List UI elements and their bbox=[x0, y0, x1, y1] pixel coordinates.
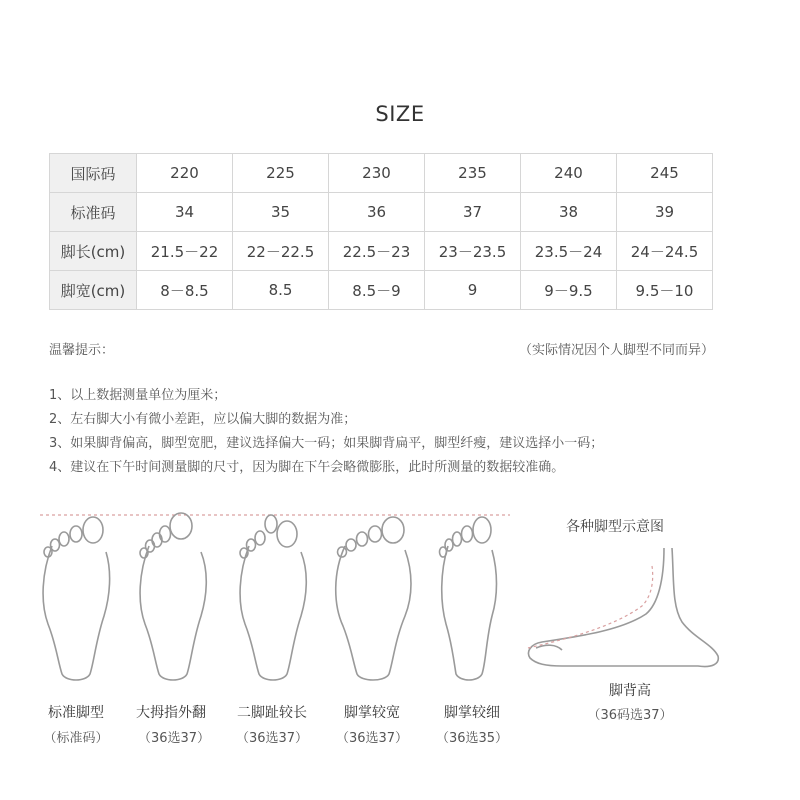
size-table-cell: 240 bbox=[521, 154, 617, 193]
size-table-row bbox=[50, 193, 713, 232]
tip-item: 1、以上数据测量单位为厘米； bbox=[49, 388, 227, 403]
foot-side-view-icon bbox=[522, 540, 732, 670]
foot-outline-long-toe-icon bbox=[235, 512, 311, 684]
tips-title: 温馨提示： bbox=[49, 343, 115, 358]
size-table-row-header: 脚宽(cm) bbox=[50, 271, 137, 310]
size-table-cell: 230 bbox=[329, 154, 425, 193]
size-table-cell: 36 bbox=[329, 193, 425, 232]
diagram-title: 各种脚型示意图 bbox=[566, 519, 664, 535]
foot-outline-wide-icon bbox=[333, 512, 415, 684]
size-table-row bbox=[50, 232, 713, 271]
foot-type-sub: （36选35） bbox=[435, 731, 509, 746]
size-table-cell: 9－9.5 bbox=[521, 271, 617, 310]
size-table-cell: 23－23.5 bbox=[425, 232, 521, 271]
size-table-cell: 34 bbox=[137, 193, 233, 232]
tips-list bbox=[49, 384, 603, 480]
instep-sub: （36码选37） bbox=[587, 708, 673, 723]
tip-item: 4、建议在下午时间测量脚的尺寸，因为脚在下午会略微膨胀，此时所测量的数据较准确。 bbox=[49, 460, 565, 475]
size-table-row-header: 国际码 bbox=[50, 154, 137, 193]
size-table-cell: 38 bbox=[521, 193, 617, 232]
foot-type-label: 二脚趾较长 bbox=[237, 705, 307, 721]
size-table-cell: 8.5－9 bbox=[329, 271, 425, 310]
size-table-cell: 9.5－10 bbox=[617, 271, 713, 310]
size-table-cell: 8－8.5 bbox=[137, 271, 233, 310]
size-table-cell: 245 bbox=[617, 154, 713, 193]
tips-note: （实际情况因个人脚型不同而异） bbox=[518, 343, 714, 358]
tip-item: 2、左右脚大小有微小差距，应以偏大脚的数据为准； bbox=[49, 412, 357, 427]
foot-outline-narrow-icon bbox=[434, 512, 504, 684]
foot-type-label: 脚掌较宽 bbox=[344, 705, 400, 721]
size-table-row-header: 标准码 bbox=[50, 193, 137, 232]
size-table-cell: 8.5 bbox=[233, 271, 329, 310]
size-table-cell: 235 bbox=[425, 154, 521, 193]
size-table-cell: 22－22.5 bbox=[233, 232, 329, 271]
size-table bbox=[49, 153, 713, 310]
foot-type-label: 标准脚型 bbox=[48, 705, 104, 721]
size-table-row bbox=[50, 154, 713, 193]
foot-type-sub: （36选37） bbox=[235, 731, 309, 746]
foot-type-sub: （36选37） bbox=[137, 731, 211, 746]
foot-type-label: 大拇指外翻 bbox=[136, 705, 206, 721]
foot-type-sub: （标准码） bbox=[43, 731, 109, 746]
page-title: SIZE bbox=[375, 102, 425, 126]
size-table-cell: 22.5－23 bbox=[329, 232, 425, 271]
instep-label: 脚背高 bbox=[609, 683, 651, 699]
foot-outline-standard-icon bbox=[38, 512, 114, 684]
size-table-cell: 220 bbox=[137, 154, 233, 193]
size-table-cell: 23.5－24 bbox=[521, 232, 617, 271]
size-table-cell: 39 bbox=[617, 193, 713, 232]
size-table-cell: 225 bbox=[233, 154, 329, 193]
size-table-row-header: 脚长(cm) bbox=[50, 232, 137, 271]
foot-type-sub: （36选37） bbox=[335, 731, 409, 746]
foot-type-label: 脚掌较细 bbox=[444, 705, 500, 721]
size-table-cell: 9 bbox=[425, 271, 521, 310]
size-table-row bbox=[50, 271, 713, 310]
foot-outline-bunion-icon bbox=[135, 512, 211, 684]
size-table-cell: 35 bbox=[233, 193, 329, 232]
size-table-cell: 37 bbox=[425, 193, 521, 232]
size-table-cell: 21.5－22 bbox=[137, 232, 233, 271]
size-table-cell: 24－24.5 bbox=[617, 232, 713, 271]
tip-item: 3、如果脚背偏高，脚型宽肥，建议选择偏大一码；如果脚背扁平，脚型纤瘦，建议选择小一码； bbox=[49, 436, 604, 451]
